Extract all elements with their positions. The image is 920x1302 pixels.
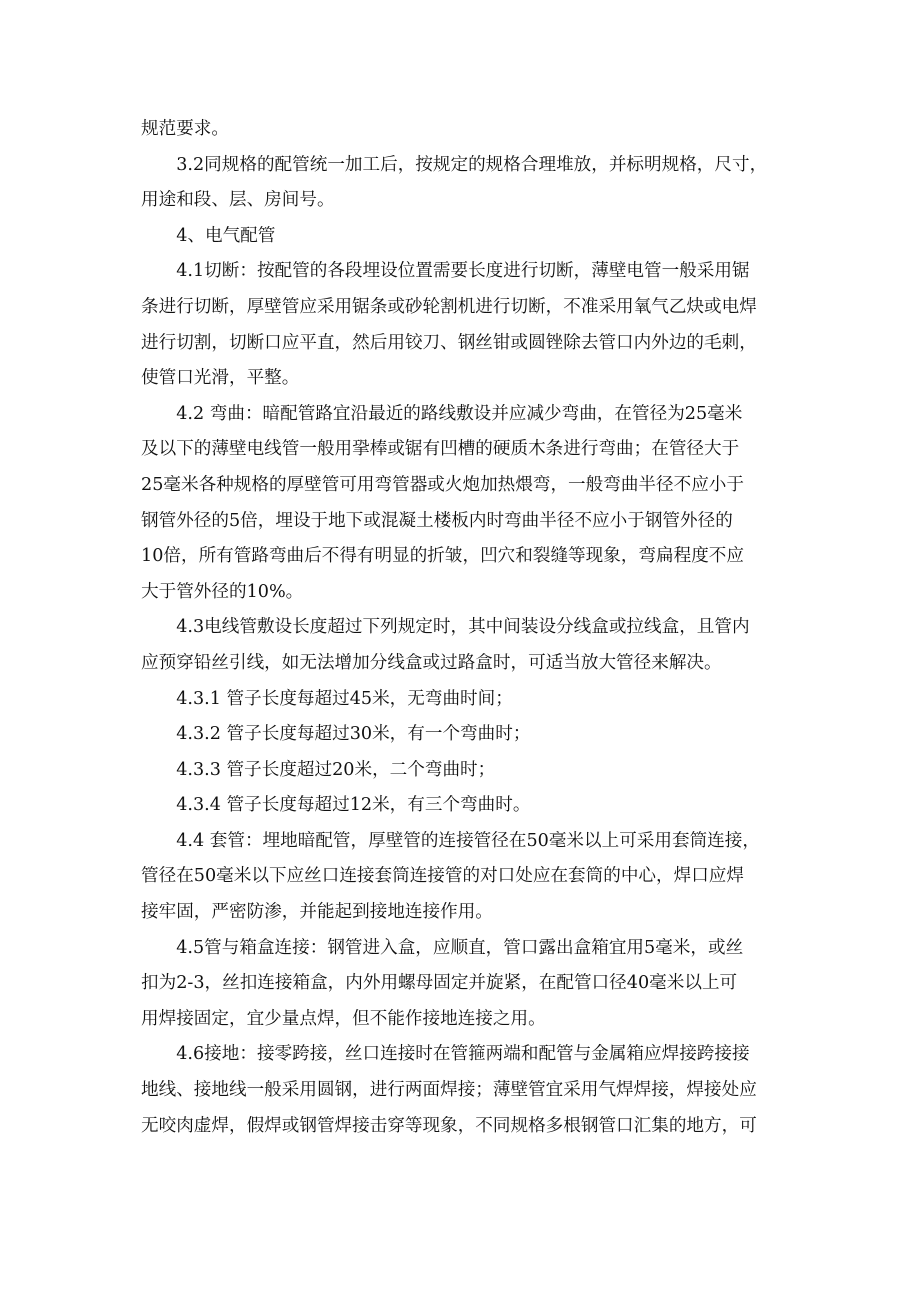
text-line: 条进行切断，厚壁管应采用锯条或砂轮割机进行切断，不准采用氧气乙炔或电焊 bbox=[141, 296, 757, 317]
text-line: 扣为2-3，丝扣连接箱盒，内外用螺母固定并旋紧，在配管口径40毫米以上可 bbox=[141, 973, 738, 994]
text-line: 10倍，所有管路弯曲后不得有明显的折皱，凹穴和裂缝等现象，弯扁程度不应 bbox=[141, 546, 744, 567]
document-body bbox=[141, 112, 781, 1144]
paragraph-4-1 bbox=[141, 254, 781, 396]
text-line: 4.3.4 管子长度每超过12米，有三个弯曲时。 bbox=[176, 795, 531, 816]
paragraph-4-6 bbox=[141, 1037, 781, 1144]
text-line: 3.2同规格的配管统一加工后，按规定的规格合理堆放，并标明规格，尺寸， bbox=[176, 154, 768, 175]
text-line: 无咬肉虚焊，假焊或钢管焊接击穿等现象，不同规格多根钢管口汇集的地方，可 bbox=[141, 1115, 757, 1136]
list-item-4-3-3 bbox=[141, 753, 781, 789]
text-line: 大于管外径的10%。 bbox=[141, 581, 304, 602]
text-line: 钢管外径的5倍，埋设于地下或混凝土楼板内时弯曲半径不应小于钢管外径的 bbox=[141, 510, 733, 531]
text-line: 进行切割，切断口应平直，然后用铰刀、钢丝钳或圆锉除去管口内外边的毛刺， bbox=[141, 332, 757, 353]
text-line: 4.5管与箱盒连接：钢管进入盒，应顺直，管口露出盒箱宜用5毫米，或丝 bbox=[176, 937, 744, 958]
text-line: 4.3电线管敷设长度超过下列规定时，其中间装设分线盒或拉线盒，且管内 bbox=[176, 617, 750, 638]
text-line: 4.1切断：按配管的各段埋设位置需要长度进行切断，薄壁电管一般采用锯 bbox=[176, 261, 750, 282]
list-item-4-3-2 bbox=[141, 717, 781, 753]
text-line: 管径在50毫米以下应丝口连接套筒连接管的对口处应在套筒的中心，焊口应焊 bbox=[141, 866, 744, 887]
list-item-4-3-1 bbox=[141, 682, 781, 718]
text-line: 4.3.1 管子长度每超过45米，无弯曲时间； bbox=[176, 688, 513, 709]
text-line: 用焊接固定，宜少量点焊，但不能作接地连接之用。 bbox=[141, 1008, 546, 1029]
text-line: 使管口光滑，平整。 bbox=[141, 368, 300, 389]
text-line: 4.2 弯曲：暗配管路宜沿最近的路线敷设并应减少弯曲，在管径为25毫米 bbox=[176, 403, 743, 424]
text-line: 地线、接地线一般采用圆钢，进行两面焊接；薄壁管宜采用气焊焊接，焊接处应 bbox=[141, 1080, 757, 1101]
text-line: 25毫米各种规格的厚壁管可用弯管器或火炮加热煨弯，一般弯曲半径不应小于 bbox=[141, 474, 744, 495]
paragraph-continuation bbox=[141, 112, 781, 148]
paragraph-3-2 bbox=[141, 148, 781, 219]
text-line: 4.6接地：接零跨接，丝口连接时在管箍两端和配管与金属箱应焊接跨接接 bbox=[176, 1044, 750, 1065]
paragraph-4-4 bbox=[141, 824, 781, 931]
paragraph-4-2 bbox=[141, 397, 781, 611]
text-line: 规范要求。 bbox=[141, 119, 229, 139]
list-item-4-3-4 bbox=[141, 788, 781, 824]
text-line: 4.3.2 管子长度每超过30米，有一个弯曲时； bbox=[176, 724, 531, 745]
heading-text: 4、电气配管 bbox=[176, 225, 276, 246]
text-line: 用途和段、层、房间号。 bbox=[141, 190, 335, 211]
section-heading-4 bbox=[141, 219, 781, 255]
text-line: 应预穿铅丝引线，如无法增加分线盒或过路盒时，可适当放大管径来解决。 bbox=[141, 652, 722, 673]
text-line: 4.4 套管：埋地暗配管，厚壁管的连接管径在50毫米以上可采用套筒连接， bbox=[176, 830, 760, 851]
paragraph-4-3 bbox=[141, 610, 781, 681]
paragraph-4-5 bbox=[141, 931, 781, 1038]
text-line: 4.3.3 管子长度超过20米，二个弯曲时； bbox=[176, 759, 496, 780]
text-line: 及以下的薄壁电线管一般用㧬棒或锯有凹槽的硬质木条进行弯曲；在管径大于 bbox=[141, 439, 740, 460]
text-line: 接牢固，严密防渗，并能起到接地连接作用。 bbox=[141, 902, 493, 923]
